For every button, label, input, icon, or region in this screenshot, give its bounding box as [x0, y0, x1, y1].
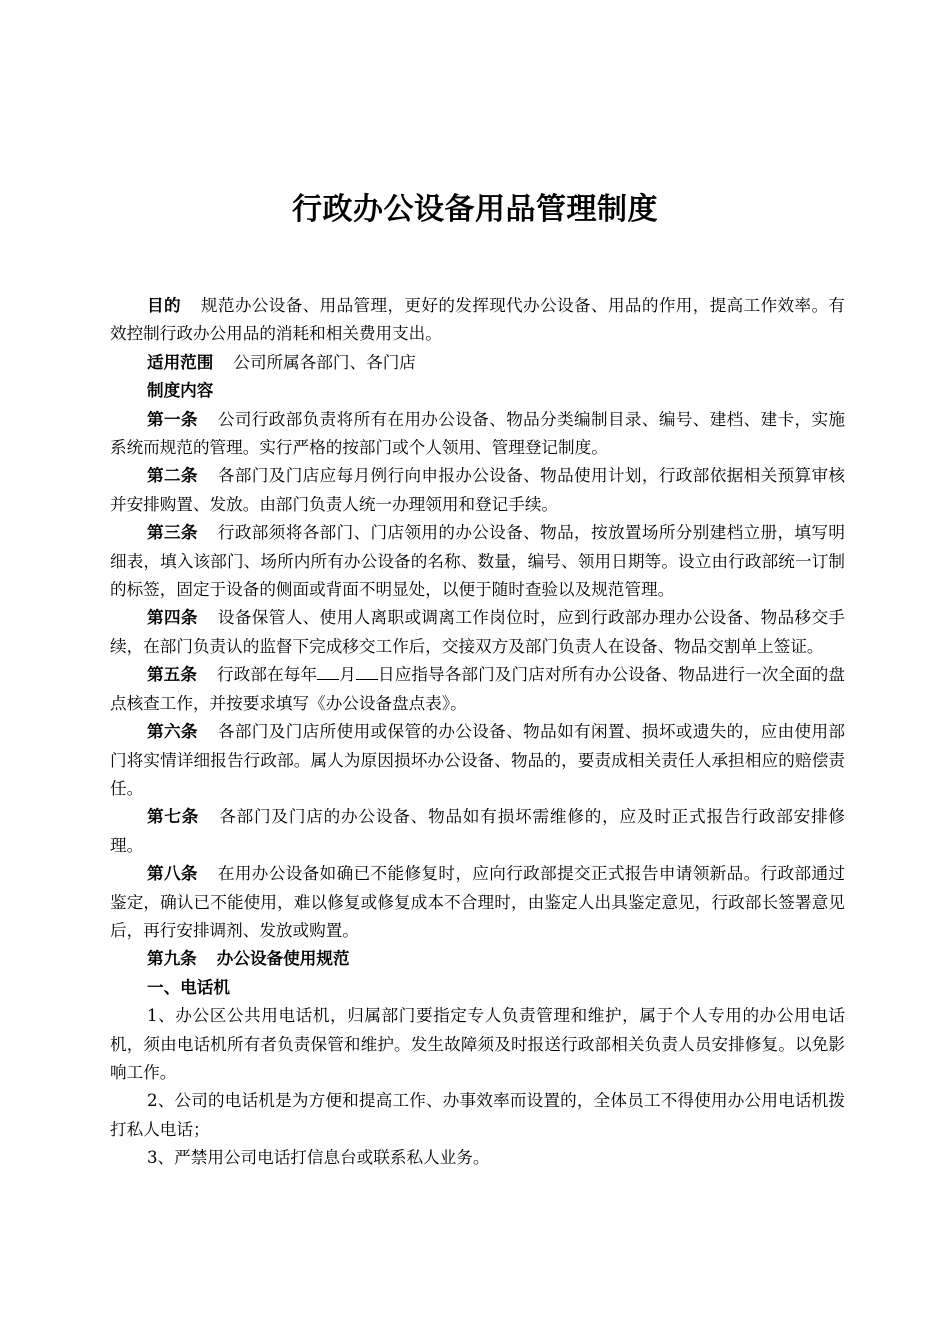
- article-3: [110, 519, 845, 604]
- fill-in-blank-month: [317, 663, 339, 680]
- phone-section-label: 一、电话机: [147, 977, 230, 997]
- article-label: 第九条: [147, 949, 197, 969]
- article-text: 各部门及门店的办公设备、物品如有损坏需维修的，应及时正式报告行政部安排修理。: [110, 807, 846, 855]
- article-text: 设备保管人、使用人离职或调离工作岗位时，应到行政部办理办公设备、物品移交手续，在部门负责认的监督下完成移交工作后，交接双方及部门负责人在设备、物品交割单上签证。: [110, 608, 846, 656]
- document-title: 行政办公设备用品管理制度: [292, 192, 658, 227]
- article-label: 第四条: [147, 608, 198, 628]
- article-text-part-b: 月: [339, 665, 356, 685]
- article-label: 第六条: [147, 722, 198, 742]
- article-8: [110, 860, 845, 945]
- document-body: [110, 292, 845, 1173]
- article-1: [110, 406, 845, 463]
- scope-paragraph: [110, 349, 845, 377]
- content-heading: [110, 377, 845, 405]
- article-4: [110, 604, 845, 661]
- article-text: 各部门及门店所使用或保管的办公设备、物品如有闲置、损坏或遗失的，应由使用部门将实情详细报告行政部。属人为原因损坏办公设备、物品的，要责成相关责任人承担相应的赔偿责任。: [110, 722, 846, 798]
- article-9: [110, 945, 845, 973]
- article-5: [110, 661, 845, 718]
- phone-rule-1: 1、办公区公共用电话机，归属部门要指定专人负责管理和维护，属于个人专用的办公用电话机，须由电话机所有者负责保管和维护。发生故障须及时报送行政部相关负责人员安排修复。以免影响工作。: [110, 1006, 845, 1082]
- article-text: 在用办公设备如确已不能修复时，应向行政部提交正式报告申请领新品。行政部通过鉴定，确认已不能使用，难以修复或修复成本不合理时，由鉴定人出具鉴定意见，行政部长签署意见后，再行安排调剂、发放或购置。: [110, 864, 846, 940]
- article-label: 第七条: [147, 807, 200, 827]
- article-text: 公司行政部负责将所有在用办公设备、物品分类编制目录、编号、建档、建卡，实施系统而规范的管理。实行严格的按部门或个人领用、管理登记制度。: [110, 409, 846, 458]
- article-7: [110, 803, 845, 860]
- content-heading-label: 制度内容: [147, 381, 214, 401]
- article-6: [110, 718, 845, 803]
- article-text-part-a: 行政部在每年: [217, 665, 318, 685]
- article-text: 各部门及门店应每月例行向申报办公设备、物品使用计划，行政部依据相关预算审核并安排购置、发放。由部门负责人统一办理领用和登记手续。: [110, 466, 846, 514]
- purpose-label: 目的: [147, 296, 181, 315]
- article-label: 第三条: [147, 523, 198, 543]
- fill-in-blank-day: [356, 663, 378, 680]
- article-heading-text: 办公设备使用规范: [216, 949, 350, 969]
- phone-rule-3: 3、严禁用公司电话打信息台或联系私人业务。: [147, 1148, 490, 1168]
- article-2: [110, 462, 845, 519]
- article-label: 第八条: [147, 864, 198, 884]
- scope-text: 公司所属各部门、各门店: [233, 352, 416, 372]
- purpose-paragraph: [110, 292, 845, 349]
- article-text: 行政部须将各部门、门店领用的办公设备、物品，按放置场所分别建档立册，填写明细表，填入该部门、场所内所有办公设备的名称、数量，编号、领用日期等。设立由行政部统一订制的标签，固定于设备的侧面或背面不明显处，以便于随时查验以及规范管理。: [110, 523, 846, 600]
- purpose-text: 规范办公设备、用品管理，更好的发挥现代办公设备、用品的作用，提高工作效率。有效控制行政办公用品的消耗和相关费用支出。: [110, 296, 846, 344]
- article-text-part-c: 日应指导各部门及门店对所有办公设备、物品进行一次全面的盘点核查工作，并按要求填写《办公设备盘点表》。: [110, 665, 846, 713]
- article-label: 第二条: [147, 466, 198, 486]
- article-label: 第一条: [147, 409, 198, 429]
- phone-section-heading: [110, 974, 845, 1002]
- phone-rule-2: 2、公司的电话机是为方便和提高工作、办事效率而设置的，全体员工不得使用办公用电话机拨打私人电话；: [110, 1091, 845, 1139]
- article-label: 第五条: [147, 665, 198, 685]
- scope-label: 适用范围: [147, 352, 214, 372]
